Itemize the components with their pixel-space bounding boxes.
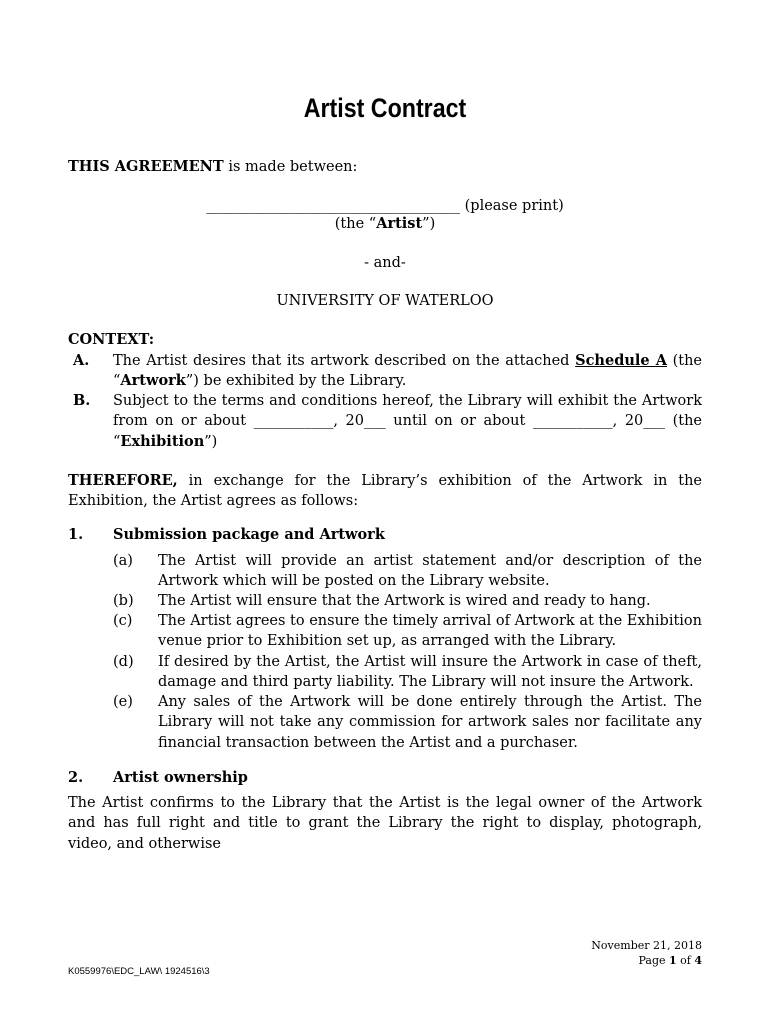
item-label: (e) bbox=[113, 694, 133, 710]
context-text-post: ”) bbox=[204, 433, 218, 450]
section-number: 2. bbox=[68, 769, 84, 786]
context-text bbox=[113, 351, 702, 392]
list-item bbox=[113, 611, 702, 653]
page-total: 4 bbox=[694, 954, 702, 967]
item-label: (c) bbox=[113, 613, 133, 629]
artist-def-post: ”) bbox=[422, 216, 436, 232]
therefore-bold: THEREFORE, bbox=[68, 472, 178, 489]
context-text-pre: Subject to the terms and conditions hereof, the Library will exhibit the Artwork from on or about ___________, 20___ until on or about ___________, 20___ (the “ bbox=[113, 393, 702, 450]
context-letter: B. bbox=[73, 392, 91, 409]
page-current: 1 bbox=[669, 954, 677, 967]
and-separator: - and- bbox=[364, 255, 406, 271]
page-mid: of bbox=[676, 954, 695, 967]
artist-name-blank: ___________________________________ (please print) bbox=[206, 198, 564, 214]
item-text: The Artist will provide an artist statement and/or description of the Artwork which will be posted on the Library website. bbox=[158, 553, 702, 590]
artist-def-bold: Artist bbox=[376, 215, 423, 232]
context-text bbox=[113, 391, 702, 452]
therefore-rest: in exchange for the Library’s exhibition of the Artwork in the Exhibition, the Artist agrees as follows: bbox=[68, 473, 702, 510]
intro-rest: is made between: bbox=[223, 159, 358, 175]
list-item bbox=[113, 652, 702, 694]
party-two: UNIVERSITY OF WATERLOO bbox=[276, 293, 494, 309]
page-prefix: Page bbox=[638, 954, 669, 967]
context-letter: A. bbox=[73, 352, 90, 369]
section-number: 1. bbox=[68, 526, 84, 543]
context-item-a bbox=[68, 351, 702, 393]
section-title: Submission package and Artwork bbox=[113, 526, 385, 543]
context-heading: CONTEXT: bbox=[68, 331, 155, 348]
item-label: (a) bbox=[113, 553, 133, 569]
list-item bbox=[113, 692, 702, 754]
document-id: K0559976\EDC_LAW\ 1924516\3 bbox=[68, 966, 210, 977]
list-item bbox=[113, 551, 702, 593]
page-title: Artist Contract bbox=[303, 93, 467, 123]
artist-definition bbox=[0, 214, 770, 234]
context-text-pre: The Artist desires that its artwork described on the attached bbox=[113, 353, 576, 369]
footer-page-number bbox=[638, 953, 702, 968]
intro-bold: THIS AGREEMENT bbox=[68, 158, 224, 175]
item-text: The Artist will ensure that the Artwork is wired and ready to hang. bbox=[158, 593, 651, 609]
item-text: Any sales of the Artwork will be done entirely through the Artist. The Library will not take any commission for artwork sales nor facilitate any financial transaction between the Artist and a purchaser. bbox=[158, 694, 702, 751]
schedule-a-reference: Schedule A bbox=[575, 352, 667, 369]
footer-date: November 21, 2018 bbox=[591, 939, 702, 952]
artist-def-pre: (the “ bbox=[334, 216, 377, 232]
context-item-b bbox=[68, 391, 702, 453]
section-title: Artist ownership bbox=[113, 769, 248, 786]
context-term-artwork: Artwork bbox=[120, 372, 186, 390]
item-text: The Artist agrees to ensure the timely arrival of Artwork at the Exhibition venue prior to Exhibition set up, as arranged with the Library. bbox=[158, 613, 702, 650]
context-term-exhibition: Exhibition bbox=[120, 432, 205, 450]
context-text-mid: (the “ bbox=[113, 353, 703, 390]
section-body: The Artist confirms to the Library that the Artist is the legal owner of the Artwork and has full right and title to grant the Library the right to display, photograph, video, and otherwise bbox=[68, 795, 702, 852]
list-item bbox=[113, 591, 702, 612]
intro-line bbox=[68, 157, 357, 177]
item-text: If desired by the Artist, the Artist will insure the Artwork in case of theft, damage and third party liability. The Library will not insure the Artwork. bbox=[158, 654, 702, 691]
item-label: (b) bbox=[113, 593, 134, 609]
context-text-post: ”) be exhibited by the Library. bbox=[185, 373, 407, 390]
item-label: (d) bbox=[113, 654, 134, 670]
therefore-paragraph bbox=[68, 471, 702, 512]
